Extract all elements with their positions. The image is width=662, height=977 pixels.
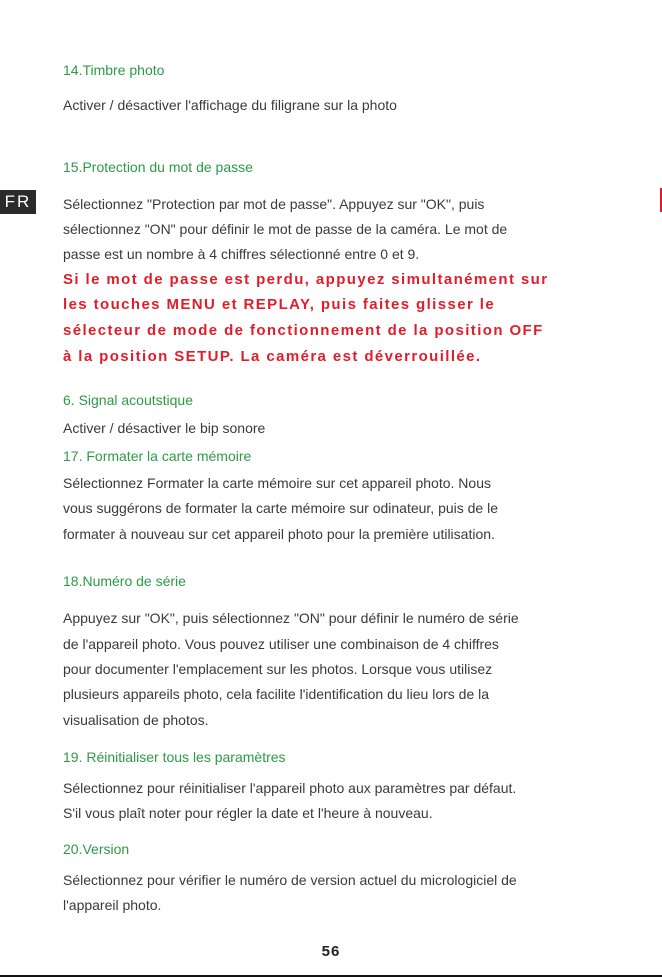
signal-text-line: Activer / désactiver le bip sonore [63,420,266,436]
language-tab: FR [0,190,36,214]
protection-warning-line: les touches MENU et REPLAY, puis faites glisser le [63,296,496,313]
serie-text-line: visualisation de photos. [63,712,209,728]
formater-text-line: formater à nouveau sur cet appareil photo pour la première utilisation. [63,526,495,542]
protection-text-line: sélectionnez "ON" pour définir le mot de passe de la caméra. Le mot de [63,221,508,237]
reinit-text-line: S'il vous plaît noter pour régler la date et l'heure à nouveau. [63,805,433,821]
serie-text-line: Appuyez sur "OK", puis sélectionnez "ON" pour définir le numéro de série [63,610,519,626]
section-heading-protection: 15.Protection du mot de passe [63,159,253,175]
formater-text-line: vous suggérons de formater la carte mémoire sur odinateur, puis de le [63,500,499,516]
section-heading-formater: 17. Formater la carte mémoire [63,448,252,464]
serie-text-line: pour documenter l'emplacement sur les photos. Lorsque vous utilisez [63,661,493,677]
section-heading-timbre: 14.Timbre photo [63,62,165,78]
serie-text-line: plusieurs appareils photo, cela facilite l'identification du lieu lors de la [63,686,490,702]
page-number: 56 [321,943,341,960]
protection-warning-line: Si le mot de passe est perdu, appuyez simultanément sur [63,271,549,288]
section-heading-serie: 18.Numéro de série [63,573,186,589]
section-heading-reinit: 19. Réinitialiser tous les paramètres [63,749,286,765]
protection-warning-line: sélecteur de mode de fonctionnement de la position OFF [63,322,544,339]
timbre-text-line: Activer / désactiver l'affichage du filigrane sur la photo [63,97,397,113]
protection-text-line: Sélectionnez "Protection par mot de passe". Appuyez sur "OK", puis [63,196,485,212]
protection-warning-line: à la position SETUP. La caméra est déverrouillée. [63,348,482,365]
formater-text-line: Sélectionnez Formater la carte mémoire sur cet appareil photo. Nous [63,475,491,491]
version-text-line: Sélectionnez pour vérifier le numéro de version actuel du micrologiciel de [63,872,517,888]
protection-text-line: passe est un nombre à 4 chiffres sélectionné entre 0 et 9. [63,246,420,262]
version-text-line: l'appareil photo. [63,897,162,913]
section-heading-version: 20.Version [63,841,130,857]
section-heading-signal: 6. Signal acoutstique [63,392,193,408]
serie-text-line: de l'appareil photo. Vous pouvez utiliser une combinaison de 4 chiffres [63,636,499,652]
reinit-text-line: Sélectionnez pour réinitialiser l'appareil photo aux paramètres par défaut. [63,780,517,796]
